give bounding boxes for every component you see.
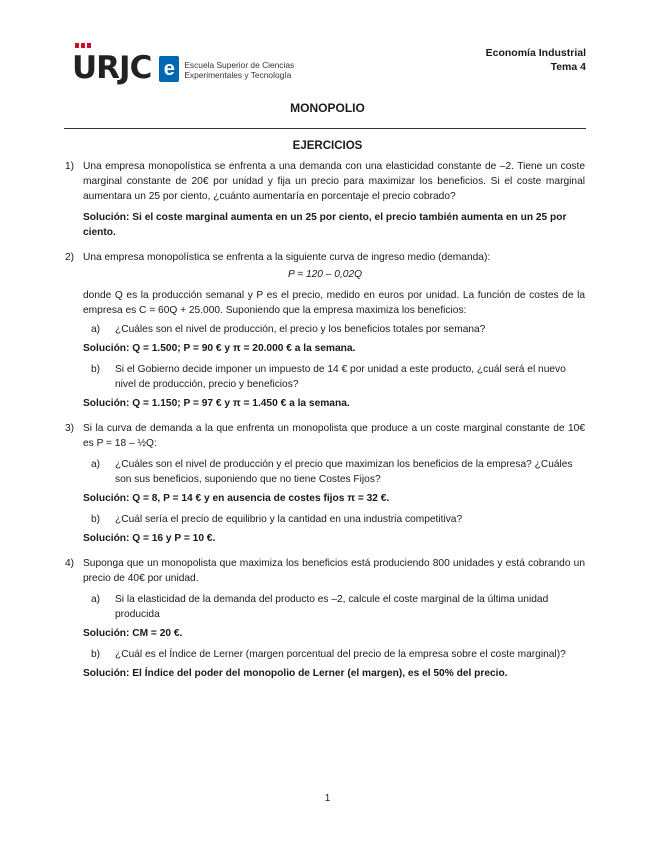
course-info bbox=[486, 46, 586, 74]
urjc-logo bbox=[72, 38, 294, 84]
exercise-paragraph: donde Q es la producción semanal y P es el precio, medido en euros por unidad. La función de costes de la empresa es C = 60Q + 25.000. Suponiendo que la empresa maximiza los beneficios: bbox=[83, 290, 585, 316]
section-title: EJERCICIOS bbox=[292, 140, 363, 152]
solution: Solución: El Índice del poder del monopolio de Lerner (el margen), es el 50% del precio. bbox=[83, 668, 508, 679]
exercise-1: 1) Una empresa monopolística se enfrenta a una demanda con una elasticidad constante de –2. Tiene un coste marginal constante de 20€ por unidad y fija un precio para maximizar los beneficios. Si el coste marginal aumentara un 25 por ciento, ¿cuánto aumentaría en porcentaje el precio cobrado? bbox=[65, 161, 585, 202]
page-number: 1 bbox=[324, 793, 331, 804]
exercise-text: Una empresa monopolística se enfrenta a la siguiente curva de ingreso medio (demanda): bbox=[83, 252, 491, 263]
solution: Solución: Q = 1.500; P = 90 € y π = 20.000 € a la semana. bbox=[83, 343, 356, 354]
school-e-icon: e bbox=[159, 56, 179, 82]
solution: Solución: CM = 20 €. bbox=[83, 628, 183, 639]
sub-question: b) ¿Cuál es el Índice de Lerner (margen porcentual del precio de la empresa sobre el coste marginal)? bbox=[91, 649, 566, 660]
logo-text: URJC bbox=[72, 53, 151, 84]
course-name: Economía Industrial bbox=[485, 47, 586, 59]
exercise-4: 4) Suponga que un monopolista que maximiza los beneficios está produciendo 800 unidades y está cobrando un precio de 40€ por unidad. bbox=[65, 558, 585, 584]
sub-question: a) ¿Cuáles son el nivel de producción, el precio y los beneficios totales por semana? bbox=[91, 324, 486, 335]
school-name: Escuela Superior de Ciencias Experimentales y Tecnología bbox=[184, 60, 295, 80]
solution: Solución: Q = 16 y P = 10 €. bbox=[83, 533, 216, 544]
exercise-text: Suponga que un monopolista que maximiza los beneficios está produciendo 800 unidades y está cobrando un precio de 40€ por unidad. bbox=[83, 558, 585, 584]
page-header bbox=[72, 38, 586, 86]
sub-question: a) ¿Cuáles son el nivel de producción y el precio que maximizan los beneficios de la empresa? ¿Cuáles son sus beneficios, suponiendo que no tiene Costes Fijos? bbox=[91, 459, 573, 485]
solution: Solución: Q = 8, P = 14 € y en ausencia de costes fijos π = 32 €. bbox=[83, 493, 390, 504]
exercise-2: 2) Una empresa monopolística se enfrenta a la siguiente curva de ingreso medio (demanda): bbox=[65, 250, 585, 265]
sub-question: b) Si el Gobierno decide imponer un impuesto de 14 € por unidad a este producto, ¿cuál será el nuevo nivel de producción, precio y beneficios? bbox=[91, 364, 566, 390]
topic-name: Tema 4 bbox=[550, 61, 586, 73]
exercise-text: Si la curva de demanda a la que enfrenta un monopolista que produce a un coste marginal constante de 10€ es P = 18 – ½Q: bbox=[83, 423, 585, 449]
exercise-3: 3) Si la curva de demanda a la que enfrenta un monopolista que produce a un coste marginal constante de 10€ es P = 18 – ½Q: bbox=[65, 423, 585, 449]
solution: Solución: Si el coste marginal aumenta en un 25 por ciento, el precio también aumenta en un 25 por ciento. bbox=[83, 212, 567, 238]
sub-question: b) ¿Cuál sería el precio de equilibrio y la cantidad en una industria competitiva? bbox=[91, 514, 463, 525]
exercise-list bbox=[65, 159, 585, 691]
crown-icon bbox=[75, 43, 91, 48]
sub-question: a) Si la elasticidad de la demanda del producto es –2, calcule el coste marginal de la última unidad producida bbox=[91, 594, 549, 620]
demand-formula: P = 120 – 0,02Q bbox=[287, 269, 363, 280]
solution: Solución: Q = 1.150; P = 97 € y π = 1.450 € a la semana. bbox=[83, 398, 350, 409]
page-title: MONOPOLIO bbox=[290, 101, 365, 115]
title-divider bbox=[64, 128, 586, 129]
exercise-text: Una empresa monopolística se enfrenta a una demanda con una elasticidad constante de –2. Tiene un coste marginal constante de 20€ por unidad y fija un precio para maximizar los beneficios. Si el coste marginal aumentara un 25 por ciento, ¿cuánto aumentaría en porcentaje el precio cobrado? bbox=[83, 161, 585, 202]
